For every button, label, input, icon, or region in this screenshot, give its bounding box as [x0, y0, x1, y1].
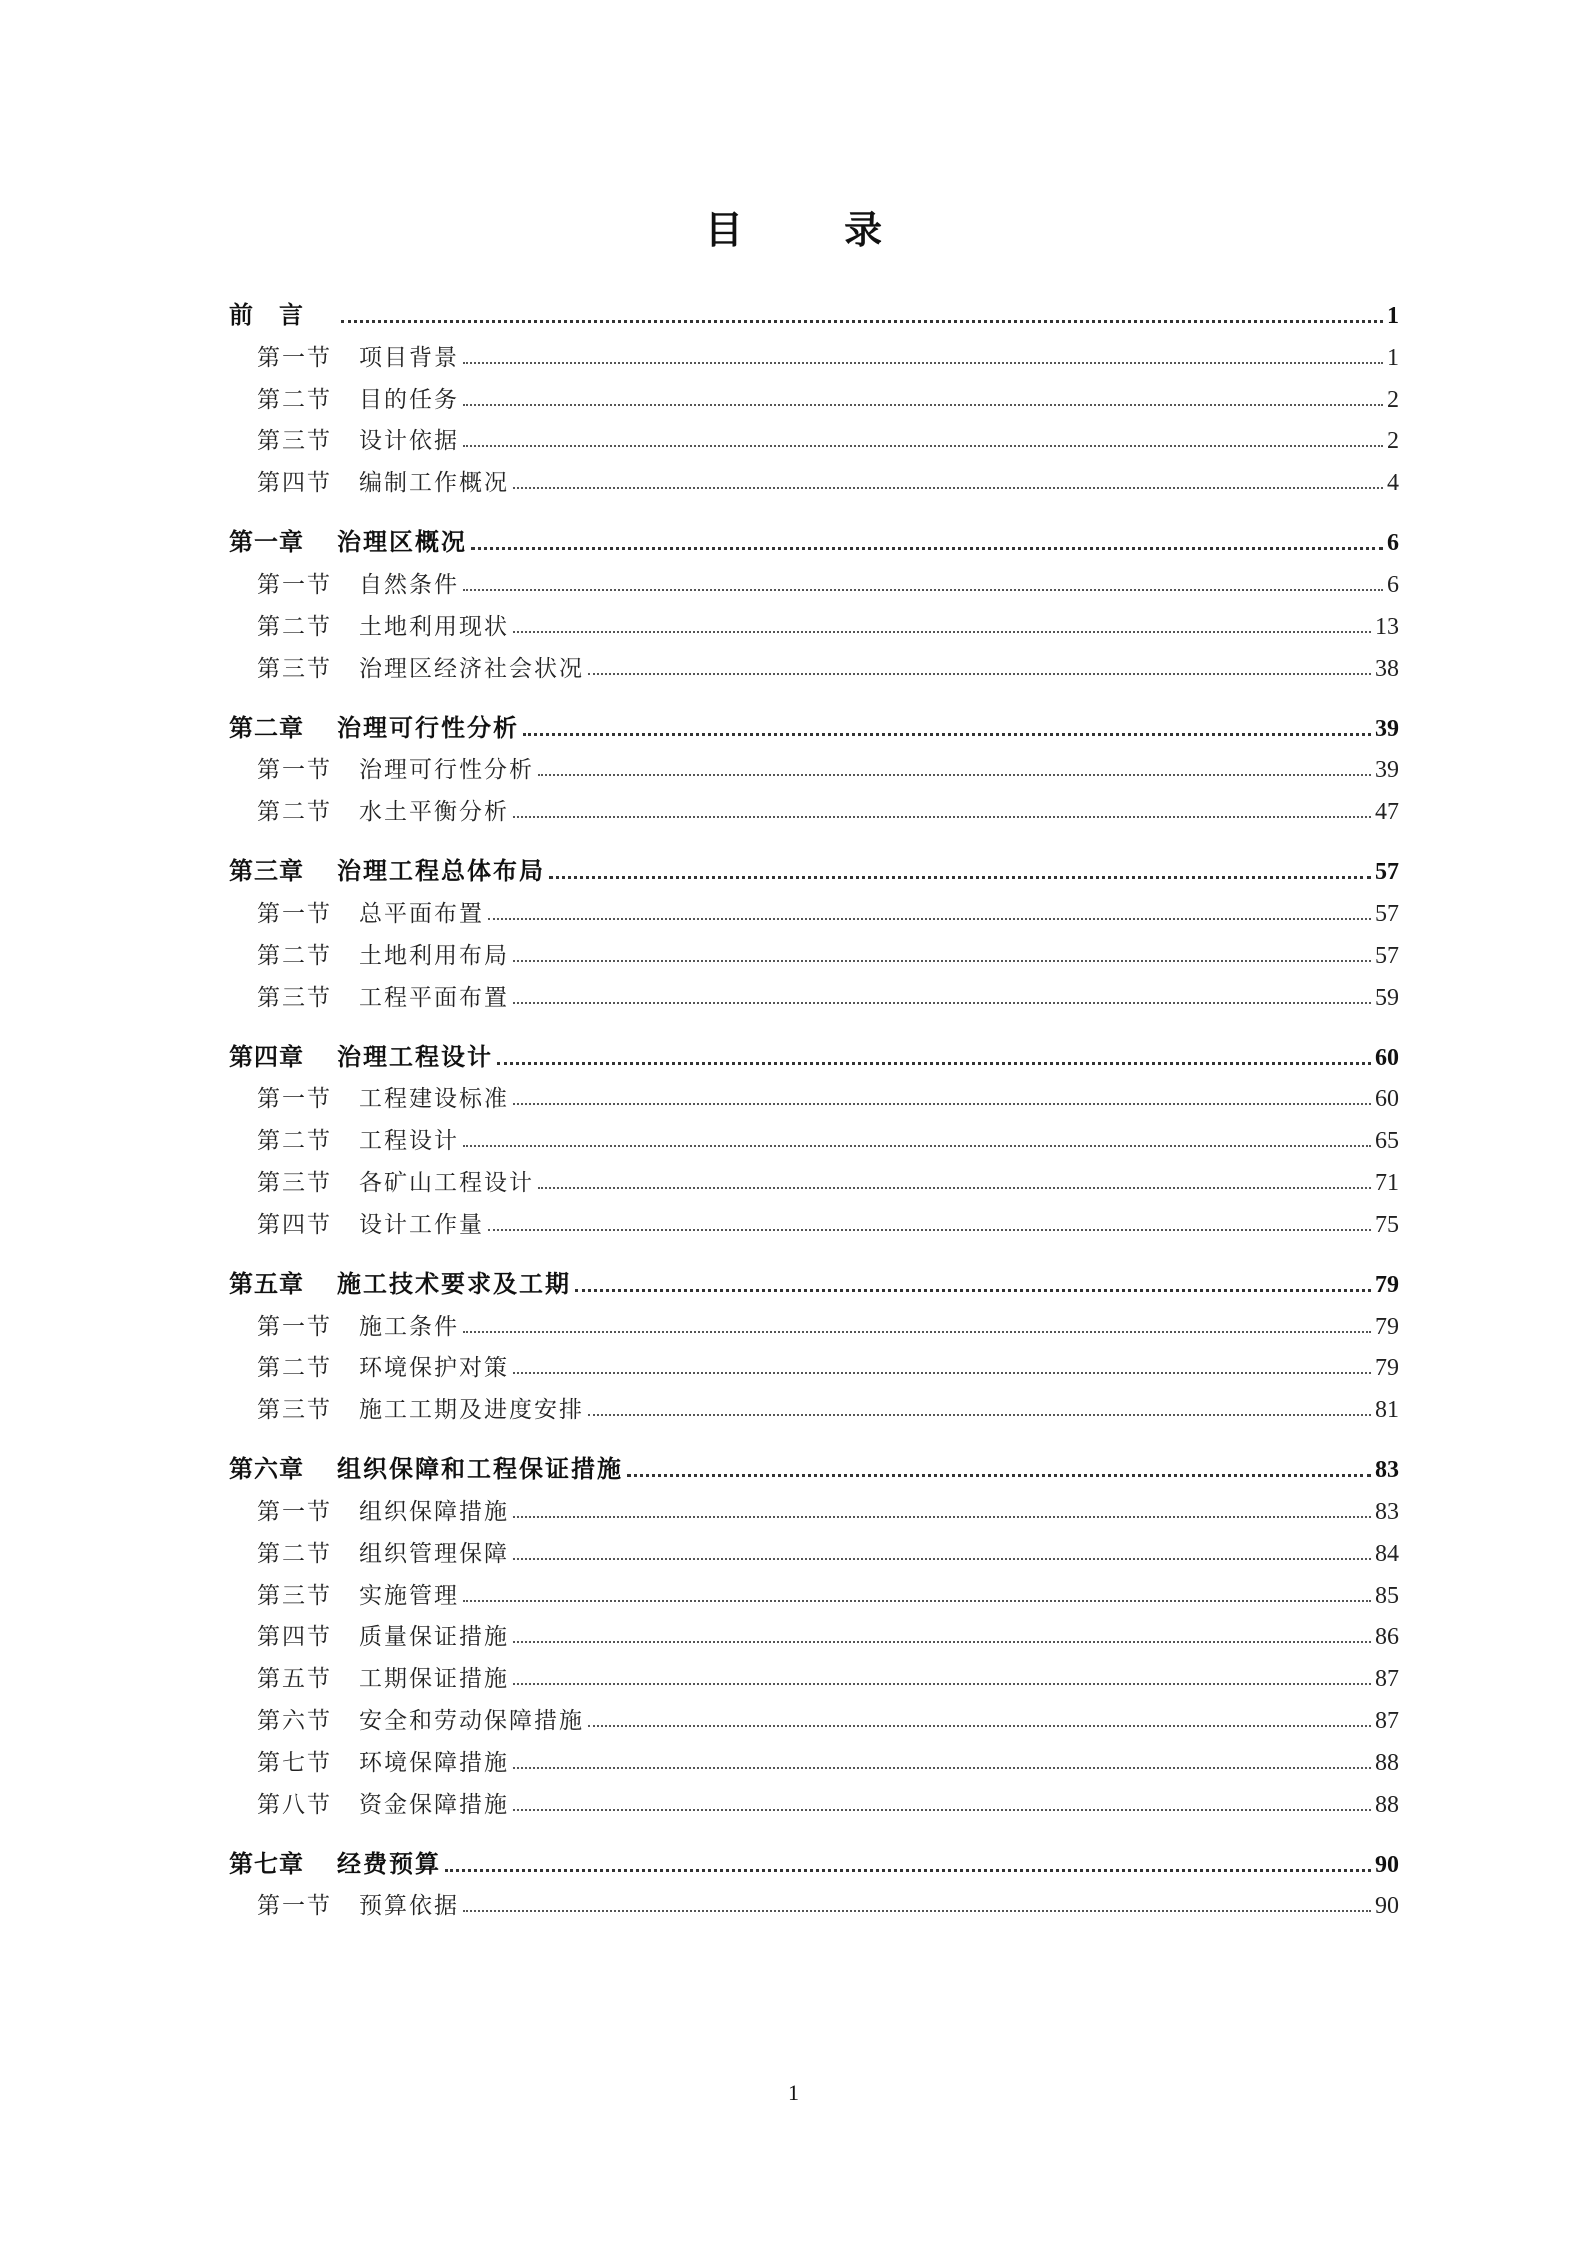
toc-entry-page: 88: [1375, 1791, 1399, 1818]
toc-entry-title: 质量保证措施: [359, 1624, 509, 1651]
toc-chapter-entry[interactable]: [229, 842, 1399, 886]
toc-entry-title: 施工技术要求及工期: [337, 1268, 571, 1298]
toc-entry-title: 设计工作量: [359, 1211, 484, 1238]
toc-dot-leader: [488, 918, 1371, 920]
toc-entry-number: 第六节: [257, 1707, 332, 1734]
toc-entry-number: 第二节: [257, 1128, 332, 1155]
toc-section-entry[interactable]: [229, 743, 1399, 785]
toc-dot-leader: [513, 816, 1371, 818]
toc-dot-leader: [513, 487, 1383, 489]
toc-entry-page: 75: [1375, 1211, 1399, 1238]
toc-section-entry[interactable]: [229, 1155, 1399, 1197]
toc-section-entry[interactable]: [229, 1693, 1399, 1735]
toc-chapter-entry[interactable]: [229, 699, 1399, 743]
toc-entry-number: 第一节: [257, 1086, 332, 1113]
toc-entry-number: 第四节: [257, 470, 332, 497]
toc-entry-number: 第六章: [229, 1454, 304, 1484]
toc-entry-page: 83: [1375, 1457, 1399, 1484]
toc-entry-number: 第一节: [257, 1313, 332, 1340]
toc-dot-leader: [513, 1516, 1371, 1518]
toc-entry-page: 79: [1375, 1271, 1399, 1298]
toc-dot-leader: [497, 1062, 1371, 1065]
toc-entry-number: 第一章: [229, 527, 304, 557]
toc-section-entry[interactable]: [229, 886, 1399, 928]
table-of-contents: [229, 286, 1399, 1920]
toc-section-entry[interactable]: [229, 1113, 1399, 1155]
toc-entry-page: 90: [1375, 1851, 1399, 1878]
toc-entry-page: 79: [1375, 1355, 1399, 1382]
toc-entry-number: 第一节: [257, 344, 332, 371]
toc-dot-leader: [341, 320, 1383, 323]
toc-dot-leader: [513, 1558, 1371, 1560]
toc-section-entry[interactable]: [229, 641, 1399, 683]
toc-chapter-entry[interactable]: [229, 286, 1399, 330]
toc-section-entry[interactable]: [229, 1341, 1399, 1383]
toc-entry-page: 81: [1375, 1397, 1399, 1424]
toc-entry-number: 第五章: [229, 1268, 304, 1298]
toc-dot-leader: [463, 445, 1383, 447]
toc-chapter-entry[interactable]: [229, 1028, 1399, 1072]
toc-entry-page: 90: [1375, 1893, 1399, 1920]
toc-entry-title: 治理可行性分析: [359, 757, 534, 784]
toc-entry-title: 设计依据: [359, 428, 459, 455]
toc-entry-title: 目的任务: [359, 386, 459, 413]
toc-dot-leader: [463, 1145, 1371, 1147]
toc-entry-number: 第二章: [229, 712, 304, 742]
toc-section-entry[interactable]: [229, 1197, 1399, 1239]
toc-entry-number: 第二节: [257, 799, 332, 826]
toc-section-entry[interactable]: [229, 1651, 1399, 1693]
toc-entry-page: 47: [1375, 799, 1399, 826]
toc-section-entry[interactable]: [229, 928, 1399, 970]
toc-entry-page: 6: [1387, 571, 1399, 598]
toc-entry-title: 环境保障措施: [359, 1749, 509, 1776]
toc-section-entry[interactable]: [229, 1299, 1399, 1341]
toc-entry-title: 实施管理: [359, 1582, 459, 1609]
toc-dot-leader: [523, 733, 1371, 736]
toc-entry-number: 第一节: [257, 571, 332, 598]
toc-entry-number: 第三节: [257, 984, 332, 1011]
toc-dot-leader: [463, 1910, 1371, 1912]
toc-dot-leader: [627, 1474, 1371, 1477]
toc-dot-leader: [588, 673, 1371, 675]
toc-entry-number: 第一节: [257, 900, 332, 927]
toc-section-entry[interactable]: [229, 372, 1399, 414]
toc-entry-page: 60: [1375, 1086, 1399, 1113]
toc-entry-title: 安全和劳动保障措施: [359, 1707, 584, 1734]
toc-entry-title: 经费预算: [337, 1848, 441, 1878]
toc-entry-page: 65: [1375, 1128, 1399, 1155]
toc-entry-page: 39: [1375, 757, 1399, 784]
toc-entry-page: 4: [1387, 470, 1399, 497]
toc-section-entry[interactable]: [229, 1735, 1399, 1777]
toc-entry-title: 项目背景: [359, 344, 459, 371]
toc-entry-title: 治理可行性分析: [337, 712, 519, 742]
toc-dot-leader: [471, 547, 1383, 550]
toc-entry-title: 工程建设标准: [359, 1086, 509, 1113]
toc-entry-number: 第二节: [257, 1355, 332, 1382]
toc-dot-leader: [488, 1229, 1371, 1231]
toc-entry-title: 组织保障和工程保证措施: [337, 1454, 623, 1484]
toc-chapter-entry[interactable]: [229, 1835, 1399, 1879]
toc-entry-title: 土地利用布局: [359, 942, 509, 969]
page-number: 1: [788, 2080, 799, 2105]
toc-entry-page: 86: [1375, 1624, 1399, 1651]
toc-entry-number: 第二节: [257, 386, 332, 413]
toc-entry-number: 第二节: [257, 613, 332, 640]
toc-section-entry[interactable]: [229, 330, 1399, 372]
toc-entry-page: 2: [1387, 386, 1399, 413]
toc-chapter-entry[interactable]: [229, 513, 1399, 557]
toc-dot-leader: [575, 1289, 1371, 1292]
toc-entry-number: 第二节: [257, 942, 332, 969]
toc-dot-leader: [513, 1002, 1371, 1004]
toc-entry-page: 13: [1375, 613, 1399, 640]
toc-entry-number: 第四节: [257, 1624, 332, 1651]
toc-dot-leader: [538, 774, 1371, 776]
toc-dot-leader: [588, 1414, 1371, 1416]
toc-section-entry[interactable]: [229, 1382, 1399, 1424]
toc-section-entry[interactable]: [229, 970, 1399, 1012]
toc-entry-page: 57: [1375, 900, 1399, 927]
toc-dot-leader: [549, 876, 1371, 879]
toc-entry-title: 编制工作概况: [359, 470, 509, 497]
toc-entry-page: 38: [1375, 655, 1399, 682]
toc-entry-number: 第二节: [257, 1540, 332, 1567]
toc-dot-leader: [513, 1103, 1371, 1105]
toc-entry-page: 83: [1375, 1498, 1399, 1525]
toc-entry-number: 第一节: [257, 757, 332, 784]
toc-section-entry[interactable]: [229, 1777, 1399, 1819]
toc-section-entry[interactable]: [229, 1484, 1399, 1526]
toc-chapter-entry[interactable]: [229, 1255, 1399, 1299]
toc-section-entry[interactable]: [229, 557, 1399, 599]
toc-entry-title: 工程设计: [359, 1128, 459, 1155]
toc-section-entry[interactable]: [229, 1072, 1399, 1114]
toc-entry-page: 39: [1375, 715, 1399, 742]
toc-entry-title: 施工工期及进度安排: [359, 1397, 584, 1424]
toc-entry-title: 环境保护对策: [359, 1355, 509, 1382]
toc-entry-page: 60: [1375, 1044, 1399, 1071]
toc-dot-leader: [445, 1869, 1371, 1872]
toc-entry-number: 第一节: [257, 1498, 332, 1525]
toc-entry-number: 第四节: [257, 1211, 332, 1238]
toc-entry-page: 2: [1387, 428, 1399, 455]
toc-entry-title: 资金保障措施: [359, 1791, 509, 1818]
toc-entry-page: 1: [1387, 303, 1399, 329]
toc-entry-number: 前 言: [229, 300, 304, 329]
toc-entry-number: 第八节: [257, 1791, 332, 1818]
toc-chapter-entry[interactable]: [229, 1440, 1399, 1484]
toc-entry-number: 第三节: [257, 1169, 332, 1196]
toc-section-entry[interactable]: [229, 414, 1399, 456]
toc-entry-page: 71: [1375, 1169, 1399, 1196]
toc-entry-page: 59: [1375, 984, 1399, 1011]
toc-entry-title: 施工条件: [359, 1313, 459, 1340]
toc-entry-title: 治理工程总体布局: [337, 856, 545, 886]
toc-dot-leader: [513, 960, 1371, 962]
toc-entry-number: 第三节: [257, 655, 332, 682]
toc-section-entry[interactable]: [229, 455, 1399, 497]
toc-entry-number: 第四章: [229, 1041, 304, 1071]
toc-entry-title: 组织保障措施: [359, 1498, 509, 1525]
toc-dot-leader: [463, 404, 1383, 406]
toc-entry-title: 自然条件: [359, 571, 459, 598]
toc-entry-title: 土地利用现状: [359, 613, 509, 640]
toc-entry-number: 第三节: [257, 1582, 332, 1609]
toc-entry-page: 88: [1375, 1749, 1399, 1776]
toc-entry-title: 各矿山工程设计: [359, 1169, 534, 1196]
toc-dot-leader: [513, 1372, 1371, 1374]
toc-dot-leader: [513, 631, 1371, 633]
toc-entry-number: 第五节: [257, 1666, 332, 1693]
toc-entry-title: 工期保证措施: [359, 1666, 509, 1693]
toc-dot-leader: [538, 1187, 1371, 1189]
toc-section-entry[interactable]: [229, 1568, 1399, 1610]
toc-entry-title: 工程平面布置: [359, 984, 509, 1011]
toc-dot-leader: [463, 362, 1383, 364]
toc-entry-title: 水土平衡分析: [359, 799, 509, 826]
toc-entry-number: 第三章: [229, 856, 304, 886]
toc-entry-number: 第一节: [257, 1893, 332, 1920]
toc-dot-leader: [513, 1683, 1371, 1685]
toc-entry-page: 84: [1375, 1540, 1399, 1567]
toc-dot-leader: [463, 1600, 1371, 1602]
toc-entry-number: 第七章: [229, 1848, 304, 1878]
toc-entry-page: 6: [1387, 530, 1399, 557]
toc-entry-title: 预算依据: [359, 1893, 459, 1920]
toc-dot-leader: [513, 1767, 1371, 1769]
toc-dot-leader: [463, 1331, 1371, 1333]
toc-entry-page: 1: [1387, 344, 1399, 371]
toc-entry-number: 第七节: [257, 1749, 332, 1776]
toc-entry-page: 57: [1375, 859, 1399, 886]
toc-entry-title: 治理区经济社会状况: [359, 655, 584, 682]
toc-section-entry[interactable]: [229, 784, 1399, 826]
toc-entry-number: 第三节: [257, 1397, 332, 1424]
toc-entry-page: 85: [1375, 1582, 1399, 1609]
page-title: 目 录: [704, 207, 927, 252]
toc-dot-leader: [588, 1725, 1371, 1727]
toc-entry-number: 第三节: [257, 428, 332, 455]
toc-dot-leader: [513, 1809, 1371, 1811]
toc-entry-page: 87: [1375, 1666, 1399, 1693]
toc-section-entry[interactable]: [229, 599, 1399, 641]
toc-entry-title: 组织管理保障: [359, 1540, 509, 1567]
toc-entry-title: 治理工程设计: [337, 1041, 493, 1071]
toc-section-entry[interactable]: [229, 1879, 1399, 1921]
toc-section-entry[interactable]: [229, 1526, 1399, 1568]
toc-entry-page: 57: [1375, 942, 1399, 969]
toc-entry-page: 79: [1375, 1313, 1399, 1340]
toc-dot-leader: [513, 1641, 1371, 1643]
toc-entry-title: 治理区概况: [337, 527, 467, 557]
toc-section-entry[interactable]: [229, 1610, 1399, 1652]
toc-dot-leader: [463, 589, 1383, 591]
toc-entry-title: 总平面布置: [359, 900, 484, 927]
toc-entry-page: 87: [1375, 1707, 1399, 1734]
